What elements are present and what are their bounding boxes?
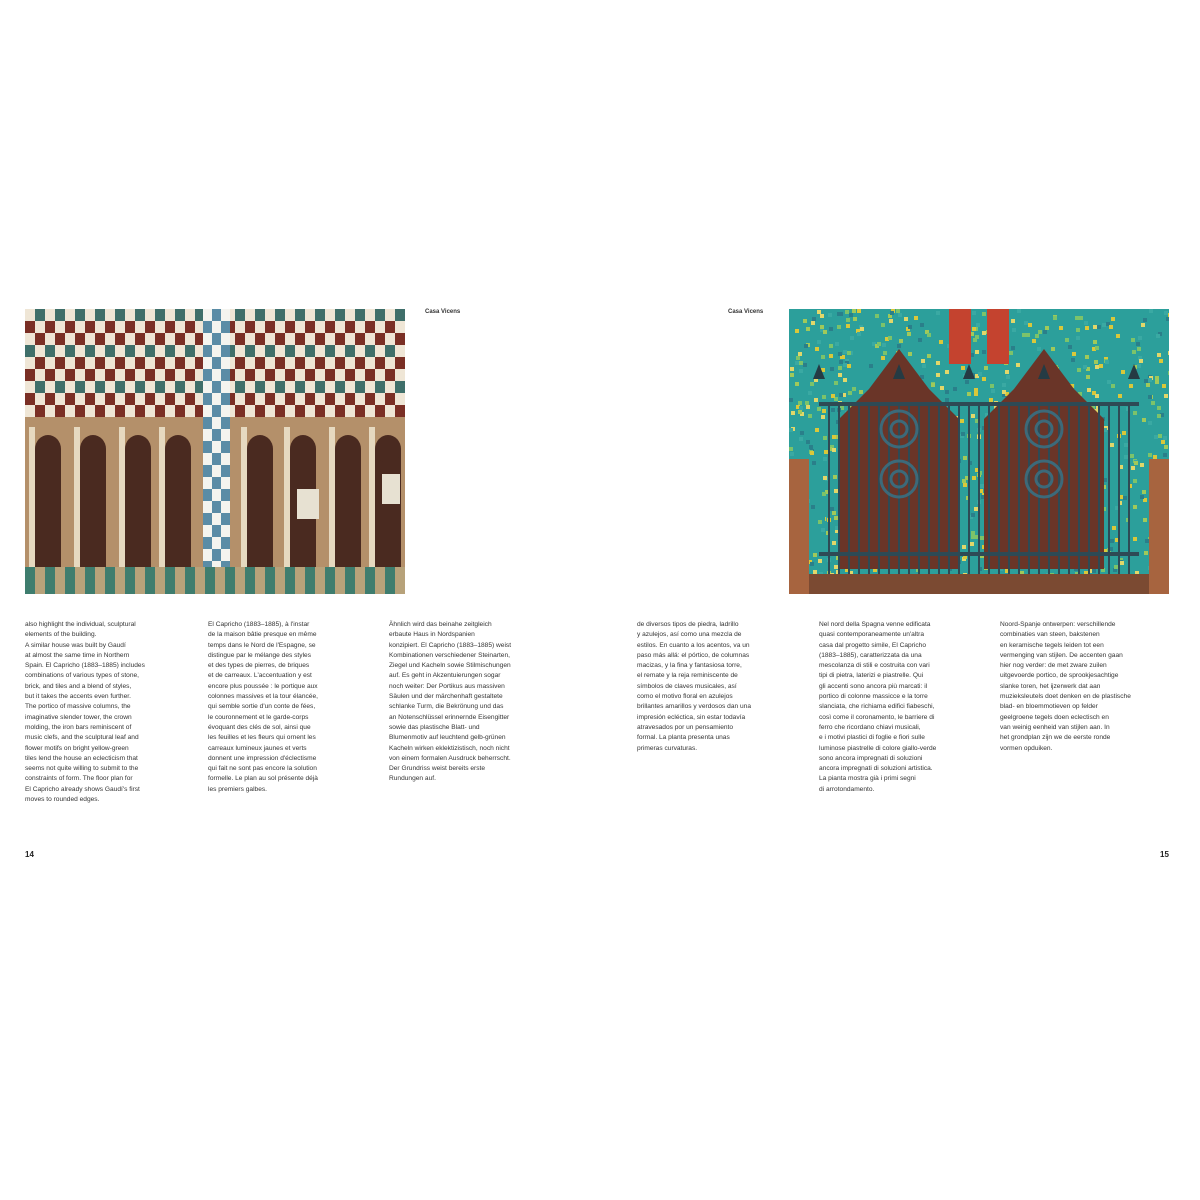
text-column-dutch	[1000, 620, 1150, 754]
column-text: Noord-Spanje ontwerpen: verschillende combinaties van steen, bakstenen en keramische tegels leiden tot een vermenging van stijlen. De accenten gaan hier nog verder: de met zware zuilen uitgevoerde portico, de sprookjesachtige slanke toren, het ijzerwerk dat aan muzieksleutels doet denken en de plastische blad- en bloemmotieven op felder geelgroene tegels doen eclectisch en van weinig eenheid van stijlen aan. In het grondplan zijn we de eerste ronde vormen opduiken.	[1000, 621, 1131, 752]
text-column-german	[389, 620, 539, 785]
text-column-french	[208, 620, 358, 795]
text-column-italian	[819, 620, 969, 795]
column-text: de diversos tipos de piedra, ladrillo y azulejos, así como una mezcla de estilos. En cuanto a los acentos, va un paso más allá: el pórtico, de columnas macizas, y la fina y fantasiosa torre, el remate y la reja reminiscente de símbolos de claves musicales, así como el motivo floral en azulejos brillantes amarillos y verdosos dan una impresión ecléctica, sin estar todavía atravesados por un pensamiento formal. La planta presenta unas primeras curvaturas.	[637, 621, 751, 752]
left-caption: Casa Vicens	[425, 309, 461, 315]
column-text: also highlight the individual, sculptural elements of the building. A similar house was built by Gaudí at almost the same time in Northern Spain. El Capricho (1883–1885) includes combinations of various types of stone, brick, and tiles and a blend of styles, but it takes the accents even further. The portico of massive columns, the imaginative slender tower, the crown molding, the iron bars reminiscent of music clefs, and the sculptural leaf and flower motifs on bright yellow-green tiles lend the house an eclecticism that seems not quite willing to submit to the constraints of form. The floor plan for El Capricho already shows Gaudí's first moves to rounded edges.	[25, 621, 145, 804]
page-number-left: 14	[25, 850, 34, 859]
facade-tiles-photo	[25, 309, 405, 594]
page-number-right: 15	[1160, 850, 1169, 859]
column-text: El Capricho (1883–1885), à l'instar de la maison bâtie presque en même temps dans le Nord de l'Espagne, se distingue par le mélange des styles et des types de pierres, de briques et de carreaux. L'accentuation y est encore plus poussée : le portique aux colonnes massives et la tour élancée, qui semble sortie d'un conte de fées, le couronnement et le garde-corps évoquant des clés de sol, ainsi que les feuilles et les fleurs qui ornent les carreaux lumineux jaunes et verts donnent une impression d'éclectisme qui fait ne sont pas encore la solution formelle. Le plan au sol présente déjà les premiers galbes.	[208, 621, 318, 793]
column-text: Nel nord della Spagna venne edificata quasi contemporaneamente un'altra casa dal progetto simile, El Capricho (1883–1885), caratterizzata da una mescolanza di stili e costruita con vari tipi di pietra, laterizi e piastrelle. Qui gli accenti sono ancora più marcati: il portico di colonne massicce e la torre slanciata, che richiama edifici fiabeschi, così come il coronamento, le barriere di ferro che ricordano chiavi musicali, e i motivi plastici di foglie e fiori sulle luminose piastrelle di colore giallo-verde sono ancora impregnati di soluzioni ancora impregnati di soluzioni artistica. La pianta mostra già i primi segni di arrotondamento.	[819, 621, 937, 793]
text-column-spanish	[637, 620, 787, 754]
text-column-english	[25, 620, 175, 805]
wrought-iron-balcony-photo	[789, 309, 1169, 594]
right-caption: Casa Vicens	[728, 309, 764, 315]
column-text: Ähnlich wird das beinahe zeitgleich erbaute Haus in Nordspanien konzipiert. El Capricho (1883–1885) weist Kombinationen verschiedener Steinarten, Ziegel und Kacheln sowie Stilmischungen auf. Es geht in Akzentuierungen sogar noch weiter: Der Portikus aus massiven Säulen und der märchenhaft gestaltete schlanke Turm, die Bekrönung und das an Notenschlüssel erinnernde Eisengitter sowie das plastische Blatt- und Blumenmotiv auf leuchtend gelb-grünen Kacheln wirken eklektizistisch, noch nicht von einem formalen Ausdruck beherrscht. Der Grundriss weist bereits erste Rundungen auf.	[389, 621, 512, 783]
